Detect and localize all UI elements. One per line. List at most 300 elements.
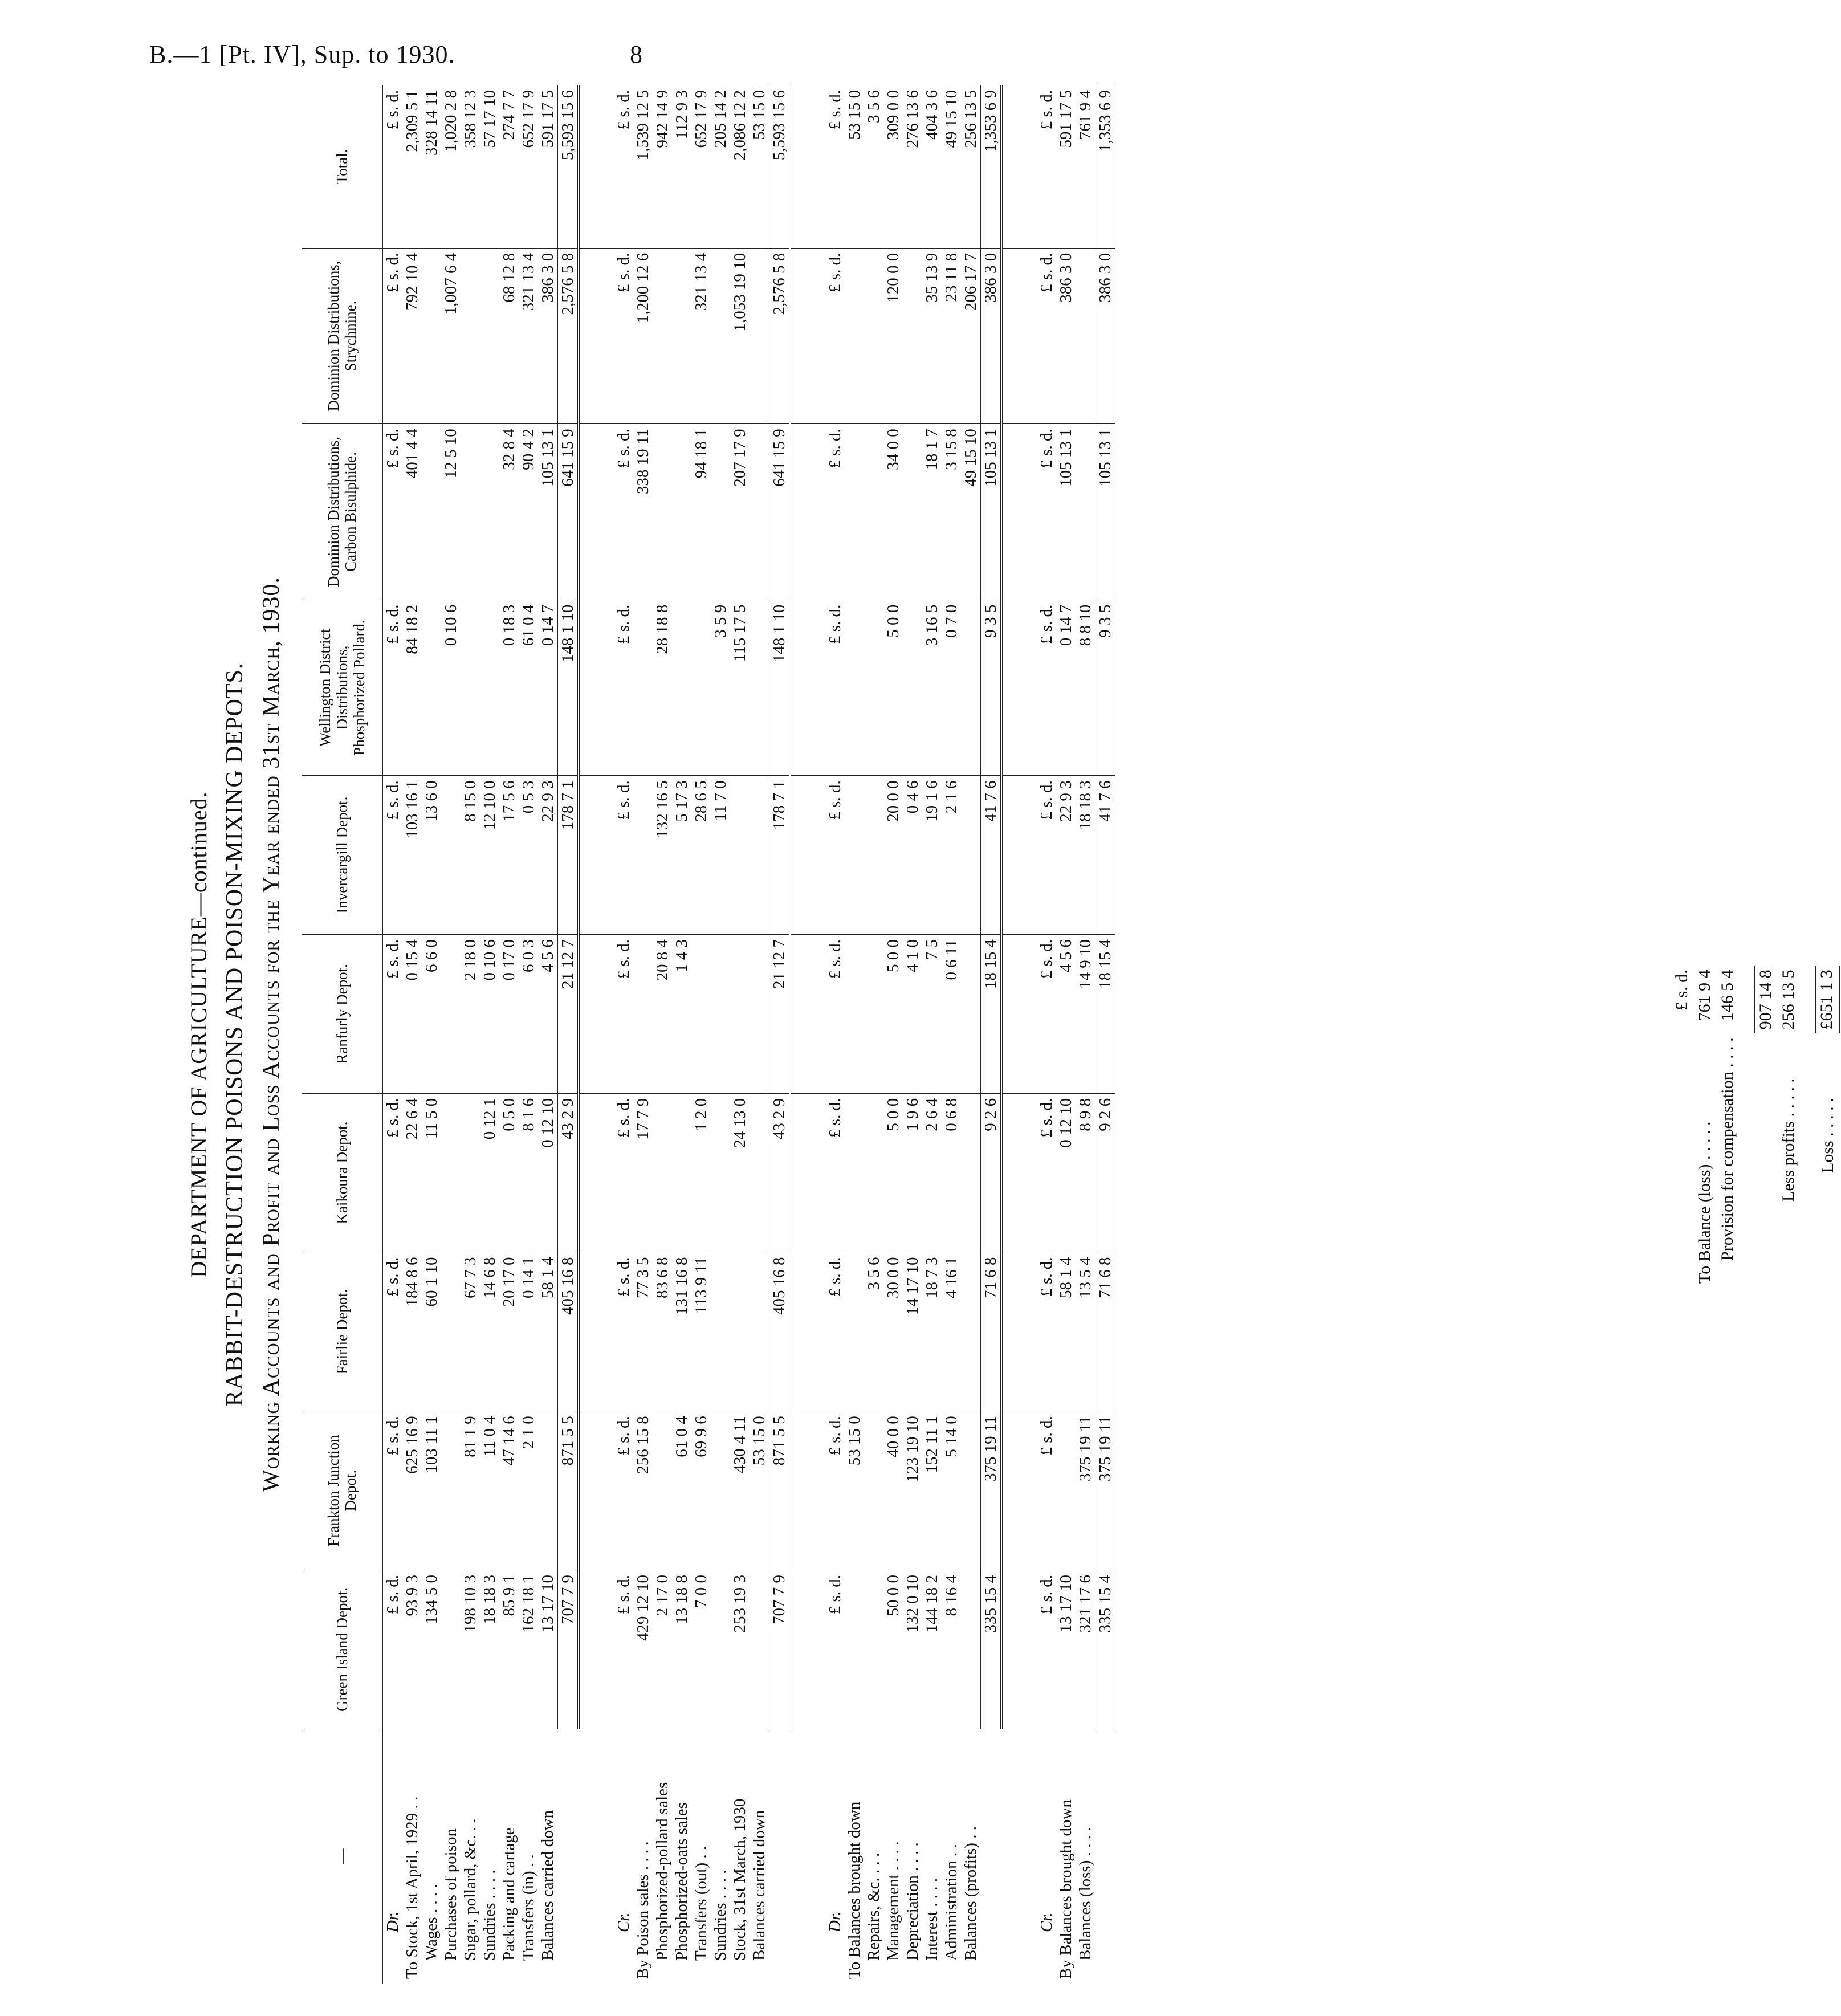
- amount-cell: [750, 424, 769, 600]
- amount-cell: 61 0 4: [672, 1411, 691, 1570]
- amount-cell: 134 5 0: [422, 1570, 441, 1729]
- amount-cell: [441, 1570, 461, 1729]
- amount-cell: 30 0 0: [883, 1252, 903, 1411]
- table-row: [519, 85, 538, 1984]
- total-cell: 641 15 9: [769, 424, 791, 600]
- amount-cell: [845, 600, 864, 776]
- amount-cell: 338 19 11: [633, 424, 653, 600]
- amount-cell: 3 16 5: [922, 600, 942, 776]
- amount-cell: [730, 776, 750, 935]
- amount-cell: [480, 600, 499, 776]
- table-body: [382, 85, 1116, 1984]
- total-cell: 871 5 5: [769, 1411, 791, 1570]
- amount-cell: [750, 776, 769, 935]
- amount-cell: 8 1 6: [519, 1093, 538, 1252]
- amount-cell: [441, 776, 461, 935]
- currency-unit: £ s. d.: [1037, 85, 1056, 248]
- gap-cell: [579, 1252, 614, 1411]
- amount-cell: 49 15 10: [961, 424, 981, 600]
- total-cell: 178 7 1: [558, 776, 579, 935]
- amount-cell: [711, 935, 730, 1094]
- gap-cell: [790, 1252, 825, 1411]
- amount-cell: 591 17 5: [1056, 85, 1076, 248]
- amount-cell: [845, 424, 864, 600]
- amount-cell: 14 9 10: [1076, 935, 1095, 1094]
- amount-cell: 321 17 6: [1076, 1570, 1095, 1729]
- page-header: [0, 0, 1274, 91]
- amount-cell: 22 9 3: [1056, 776, 1076, 935]
- total-cell: 335 15 4: [1095, 1570, 1117, 1729]
- total-cell: 5,593 15 6: [769, 85, 791, 248]
- currency-unit: £ s. d.: [825, 1093, 845, 1252]
- amount-cell: [633, 935, 653, 1094]
- row-label: Phosphorized-pollard sales: [653, 1782, 671, 1961]
- amount-cell: 162 18 1: [519, 1570, 538, 1729]
- amount-cell: 184 8 6: [402, 1252, 422, 1411]
- currency-unit: £ s. d.: [614, 1570, 633, 1729]
- amount-cell: 105 13 1: [1056, 424, 1076, 600]
- currency-unit: £ s. d.: [825, 600, 845, 776]
- currency-unit: £ s. d.: [1037, 1570, 1056, 1729]
- amount-cell: [422, 248, 441, 424]
- column-header: Dominion Distributions, Strychnine.: [302, 248, 382, 424]
- amount-cell: 20 8 4: [653, 935, 672, 1094]
- amount-cell: 53 15 0: [750, 85, 769, 248]
- amount-cell: 131 16 8: [672, 1252, 691, 1411]
- table-row: [402, 85, 422, 1984]
- column-header: Green Island Depot.: [302, 1570, 382, 1729]
- amount-cell: [653, 248, 672, 424]
- currency-unit: £ s. d.: [382, 85, 402, 248]
- amount-cell: [633, 776, 653, 935]
- amount-cell: 40 0 0: [883, 1411, 903, 1570]
- amount-cell: [461, 1093, 480, 1252]
- row-label: Stock, 31st March, 1930: [731, 1798, 749, 1961]
- amount-cell: 5 0 0: [883, 600, 903, 776]
- amount-cell: [845, 776, 864, 935]
- amount-cell: 85 9 1: [499, 1570, 519, 1729]
- total-label: [1095, 1729, 1117, 1984]
- summary-compensation-label: Provision for compensation . . . .: [1718, 1037, 1737, 1261]
- amount-cell: 0 17 0: [499, 935, 519, 1094]
- amount-cell: 5 17 3: [672, 776, 691, 935]
- summary-profits-value: 256 13 5: [1779, 970, 1798, 1030]
- row-label: Balances carried down: [750, 1810, 768, 1961]
- amount-cell: 2,086 12 2: [730, 85, 750, 248]
- running-head: B.—1 [Pt. IV], Sup. to 1930.: [149, 40, 455, 68]
- currency-unit: £ s. d.: [1037, 424, 1056, 600]
- amount-cell: 103 11 1: [422, 1411, 441, 1570]
- table-row: [480, 85, 499, 1984]
- table-row: [961, 85, 981, 1984]
- amount-cell: 6 6 0: [422, 935, 441, 1094]
- amount-cell: 8 9 8: [1076, 1093, 1095, 1252]
- gap-cell: [579, 1093, 614, 1252]
- amount-cell: 0 6 11: [942, 935, 961, 1094]
- amount-cell: [864, 1570, 883, 1729]
- row-label: Wages . . . .: [422, 1884, 441, 1961]
- currency-unit: £ s. d.: [614, 600, 633, 776]
- amount-cell: [903, 424, 922, 600]
- amount-cell: [441, 935, 461, 1094]
- total-cell: 43 2 9: [769, 1093, 791, 1252]
- amount-cell: [961, 1411, 981, 1570]
- amount-cell: 198 10 3: [461, 1570, 480, 1729]
- currency-unit: £ s. d.: [825, 248, 845, 424]
- amount-cell: [730, 1252, 750, 1411]
- amount-cell: 11 5 0: [422, 1093, 441, 1252]
- total-cell: 405 16 8: [558, 1252, 579, 1411]
- amount-cell: [461, 248, 480, 424]
- summary-profits-label: Less profits . . . . .: [1779, 1078, 1798, 1202]
- total-cell: 18 15 4: [981, 935, 1002, 1094]
- amount-cell: 8 15 0: [461, 776, 480, 935]
- total-cell: 5,593 15 6: [558, 85, 579, 248]
- row-label: Phosphorized-oats sales: [673, 1802, 691, 1961]
- amount-cell: 112 9 3: [672, 85, 691, 248]
- row-label: Balances carried down: [539, 1810, 557, 1961]
- amount-cell: 375 19 11: [1076, 1411, 1095, 1570]
- gap-cell: [1001, 1252, 1037, 1411]
- amount-cell: 17 7 9: [633, 1093, 653, 1252]
- row-label: To Stock, 1st April, 1929 . .: [403, 1796, 421, 1979]
- currency-unit: £ s. d.: [614, 776, 633, 935]
- amount-cell: 34 0 0: [883, 424, 903, 600]
- amount-cell: 83 6 8: [653, 1252, 672, 1411]
- total-cell: 9 3 5: [981, 600, 1002, 776]
- row-label: To Balances brought down: [845, 1801, 864, 1979]
- summary-loss-label: Loss . . . . .: [1818, 1098, 1837, 1173]
- gap-cell: [1001, 1729, 1037, 1984]
- amount-cell: 625 16 9: [402, 1411, 422, 1570]
- row-label: Interest . . . .: [923, 1878, 941, 1961]
- amount-cell: 53 15 0: [845, 1411, 864, 1570]
- amount-cell: [672, 600, 691, 776]
- amount-cell: [845, 248, 864, 424]
- amount-cell: [864, 1411, 883, 1570]
- amount-cell: 13 17 10: [538, 1570, 558, 1729]
- amount-cell: 20 17 0: [499, 1252, 519, 1411]
- total-cell: 2,576 5 8: [558, 248, 579, 424]
- gap-cell: [790, 1729, 825, 1984]
- gap-cell: [1001, 85, 1037, 248]
- amount-cell: [711, 1411, 730, 1570]
- amount-cell: 84 18 2: [402, 600, 422, 776]
- section-gap: [1001, 85, 1037, 1984]
- amount-cell: 32 8 4: [499, 424, 519, 600]
- table-row: [711, 85, 730, 1984]
- column-header-row: [302, 85, 382, 1984]
- row-label: Packing and cartage: [500, 1827, 518, 1961]
- amount-cell: 256 15 8: [633, 1411, 653, 1570]
- total-row: [558, 85, 579, 1984]
- gap-cell: [1001, 935, 1037, 1094]
- amount-cell: 132 16 5: [653, 776, 672, 935]
- currency-unit: £ s. d.: [825, 1252, 845, 1411]
- amount-cell: [461, 424, 480, 600]
- amount-cell: 2 1 6: [942, 776, 961, 935]
- amount-cell: 652 17 9: [691, 85, 711, 248]
- amount-cell: 144 18 2: [922, 1570, 942, 1729]
- table-row: [691, 85, 711, 1984]
- amount-cell: 18 18 3: [1076, 776, 1095, 935]
- amount-cell: [711, 1093, 730, 1252]
- currency-unit: £ s. d.: [825, 1411, 845, 1570]
- amount-cell: 0 5 3: [519, 776, 538, 935]
- table-row: [845, 85, 864, 1984]
- amount-cell: 113 9 11: [691, 1252, 711, 1411]
- loss-summary: [1670, 965, 1841, 1288]
- summary-unit: £ s. d.: [1672, 970, 1691, 1011]
- amount-cell: 93 9 3: [402, 1570, 422, 1729]
- section-heading-row: [825, 85, 845, 1984]
- amount-cell: 0 12 10: [1056, 1093, 1076, 1252]
- amount-cell: 120 0 0: [883, 248, 903, 424]
- amount-cell: 81 1 9: [461, 1411, 480, 1570]
- total-cell: 386 3 0: [1095, 248, 1117, 424]
- amount-cell: 0 7 0: [942, 600, 961, 776]
- amount-cell: 1,539 12 5: [633, 85, 653, 248]
- amount-cell: 256 13 5: [961, 85, 981, 248]
- total-row: [981, 85, 1002, 1984]
- gap-cell: [790, 424, 825, 600]
- amount-cell: 123 19 10: [903, 1411, 922, 1570]
- amount-cell: 0 10 6: [441, 600, 461, 776]
- amount-cell: [422, 424, 441, 600]
- amount-cell: 276 13 6: [903, 85, 922, 248]
- amount-cell: 4 5 6: [1056, 935, 1076, 1094]
- amount-cell: [750, 935, 769, 1094]
- amount-cell: 792 10 4: [402, 248, 422, 424]
- amount-cell: 309 0 0: [883, 85, 903, 248]
- gap-cell: [790, 776, 825, 935]
- amount-cell: 50 0 0: [883, 1570, 903, 1729]
- amount-cell: [864, 248, 883, 424]
- amount-cell: 13 17 10: [1056, 1570, 1076, 1729]
- amount-cell: [864, 600, 883, 776]
- summary-loss-value: £651 1 3: [1815, 966, 1840, 1033]
- amount-cell: [961, 1570, 981, 1729]
- amount-cell: 0 4 6: [903, 776, 922, 935]
- total-label: [981, 1729, 1002, 1984]
- rotated-statement: [131, 85, 1837, 1984]
- amount-cell: [864, 1093, 883, 1252]
- gap-cell: [579, 600, 614, 776]
- amount-cell: [691, 600, 711, 776]
- gap-cell: [790, 1411, 825, 1570]
- amount-cell: 321 13 4: [519, 248, 538, 424]
- amount-cell: 58 1 4: [538, 1252, 558, 1411]
- currency-unit: £ s. d.: [382, 1570, 402, 1729]
- total-cell: 41 7 6: [1095, 776, 1117, 935]
- currency-unit: £ s. d.: [1037, 1252, 1056, 1411]
- row-label: Sundries . . . .: [480, 1870, 499, 1961]
- amount-cell: [711, 424, 730, 600]
- gap-cell: [1001, 1570, 1037, 1729]
- currency-unit: £ s. d.: [382, 1093, 402, 1252]
- amount-cell: [903, 248, 922, 424]
- currency-unit: £ s. d.: [614, 248, 633, 424]
- currency-unit: £ s. d.: [382, 935, 402, 1094]
- amount-cell: [864, 935, 883, 1094]
- total-cell: 178 7 1: [769, 776, 791, 935]
- summary-balance-value: 761 9 4: [1695, 970, 1714, 1021]
- amount-cell: 35 13 9: [922, 248, 942, 424]
- amount-cell: 90 4 2: [519, 424, 538, 600]
- amount-cell: [480, 424, 499, 600]
- amount-cell: [903, 600, 922, 776]
- total-cell: 707 7 9: [769, 1570, 791, 1729]
- amount-cell: 18 18 3: [480, 1570, 499, 1729]
- gap-cell: [790, 1570, 825, 1729]
- total-cell: 641 15 9: [558, 424, 579, 600]
- total-cell: 71 6 8: [981, 1252, 1002, 1411]
- amount-cell: 22 6 4: [402, 1093, 422, 1252]
- section-heading: Cr.: [614, 1912, 633, 1932]
- gap-cell: [1001, 776, 1037, 935]
- amount-cell: [961, 776, 981, 935]
- total-label: [558, 1729, 579, 1984]
- table-row: [499, 85, 519, 1984]
- table-row: [883, 85, 903, 1984]
- amount-cell: [845, 1570, 864, 1729]
- amount-cell: [653, 1411, 672, 1570]
- amount-cell: 13 18 8: [672, 1570, 691, 1729]
- amount-cell: [750, 1093, 769, 1252]
- depots-title: RABBIT-DESTRUCTION POISONS AND POISON-MIXING DEPOTS.: [222, 662, 248, 1407]
- amount-cell: 58 1 4: [1056, 1252, 1076, 1411]
- currency-unit: £ s. d.: [614, 1093, 633, 1252]
- gap-cell: [1001, 424, 1037, 600]
- currency-unit: £ s. d.: [614, 1411, 633, 1570]
- amount-cell: 60 1 10: [422, 1252, 441, 1411]
- amount-cell: 429 12 10: [633, 1570, 653, 1729]
- amount-cell: [480, 248, 499, 424]
- table-row: [730, 85, 750, 1984]
- amount-cell: [730, 935, 750, 1094]
- row-label: Balances (loss) . . . .: [1076, 1827, 1094, 1961]
- amount-cell: 22 9 3: [538, 776, 558, 935]
- amount-cell: 2,309 5 1: [402, 85, 422, 248]
- amount-cell: 207 17 9: [730, 424, 750, 600]
- amount-cell: 652 17 9: [519, 85, 538, 248]
- amount-cell: [672, 1093, 691, 1252]
- amount-cell: 68 12 8: [499, 248, 519, 424]
- amount-cell: 20 0 0: [883, 776, 903, 935]
- section-heading-row: [382, 85, 402, 1984]
- amount-cell: 0 15 4: [402, 935, 422, 1094]
- gap-cell: [790, 935, 825, 1094]
- amount-cell: 69 9 6: [691, 1411, 711, 1570]
- amount-cell: [461, 600, 480, 776]
- summary-balance-label: To Balance (loss) . . . . .: [1695, 1121, 1714, 1284]
- amount-cell: 13 6 0: [422, 776, 441, 935]
- currency-unit: £ s. d.: [614, 1252, 633, 1411]
- gap-cell: [579, 248, 614, 424]
- amount-cell: 1,020 2 8: [441, 85, 461, 248]
- currency-unit: £ s. d.: [1037, 1411, 1056, 1570]
- amount-cell: 103 16 1: [402, 776, 422, 935]
- column-header: Total.: [302, 85, 382, 248]
- table-row: [942, 85, 961, 1984]
- column-header: Kaikoura Depot.: [302, 1093, 382, 1252]
- gap-cell: [1001, 600, 1037, 776]
- section-heading: Cr.: [1037, 1912, 1056, 1932]
- amount-cell: 0 14 1: [519, 1252, 538, 1411]
- amount-cell: [441, 1411, 461, 1570]
- amount-cell: 7 5: [922, 935, 942, 1094]
- amount-cell: 401 4 4: [402, 424, 422, 600]
- amount-cell: [653, 1093, 672, 1252]
- gap-cell: [579, 935, 614, 1094]
- gap-cell: [579, 1411, 614, 1570]
- table-row: [422, 85, 441, 1984]
- amount-cell: 3 5 6: [864, 85, 883, 248]
- amount-cell: 1,007 6 4: [441, 248, 461, 424]
- amount-cell: 94 18 1: [691, 424, 711, 600]
- amount-cell: [845, 935, 864, 1094]
- amount-cell: [441, 1252, 461, 1411]
- amount-cell: 11 0 4: [480, 1411, 499, 1570]
- amount-cell: 1 2 0: [691, 1093, 711, 1252]
- column-header: Frankton Junction Depot.: [302, 1411, 382, 1570]
- table-row: [1076, 85, 1095, 1984]
- amount-cell: 404 3 6: [922, 85, 942, 248]
- gap-cell: [790, 1093, 825, 1252]
- total-cell: 105 13 1: [981, 424, 1002, 600]
- amount-cell: 132 0 10: [903, 1570, 922, 1729]
- section-gap: [790, 85, 825, 1984]
- amount-cell: [422, 600, 441, 776]
- gap-cell: [790, 248, 825, 424]
- column-header: Fairlie Depot.: [302, 1252, 382, 1411]
- amount-cell: 761 9 4: [1076, 85, 1095, 248]
- amount-cell: [653, 424, 672, 600]
- total-cell: 9 3 5: [1095, 600, 1117, 776]
- currency-unit: £ s. d.: [825, 424, 845, 600]
- amount-cell: [1076, 424, 1095, 600]
- amount-cell: 1 4 3: [672, 935, 691, 1094]
- amount-cell: 2 17 0: [653, 1570, 672, 1729]
- amount-cell: 430 4 11: [730, 1411, 750, 1570]
- total-label: [769, 1729, 791, 1984]
- amount-cell: 5 0 0: [883, 935, 903, 1094]
- table-row: [750, 85, 769, 1984]
- page-number: 8: [630, 40, 642, 68]
- amount-cell: 274 7 7: [499, 85, 519, 248]
- currency-unit: £ s. d.: [825, 935, 845, 1094]
- row-label: Depreciation . . . .: [903, 1842, 922, 1961]
- currency-unit: £ s. d.: [1037, 600, 1056, 776]
- amount-cell: 8 16 4: [942, 1570, 961, 1729]
- section-heading: Dr.: [384, 1911, 402, 1932]
- total-cell: 105 13 1: [1095, 424, 1117, 600]
- amount-cell: [750, 1570, 769, 1729]
- amount-cell: 13 5 4: [1076, 1252, 1095, 1411]
- amount-cell: 1 9 6: [903, 1093, 922, 1252]
- amount-cell: 0 12 10: [538, 1093, 558, 1252]
- amount-cell: 4 16 1: [942, 1252, 961, 1411]
- currency-unit: £ s. d.: [1037, 935, 1056, 1094]
- row-label: By Balances brought down: [1057, 1799, 1075, 1979]
- amount-cell: 47 14 6: [499, 1411, 519, 1570]
- amount-cell: 53 15 0: [750, 1411, 769, 1570]
- amount-cell: [845, 1093, 864, 1252]
- amount-cell: 358 12 3: [461, 85, 480, 248]
- amount-cell: 386 3 0: [538, 248, 558, 424]
- column-header: Ranfurly Depot.: [302, 935, 382, 1094]
- amount-cell: 0 12 1: [480, 1093, 499, 1252]
